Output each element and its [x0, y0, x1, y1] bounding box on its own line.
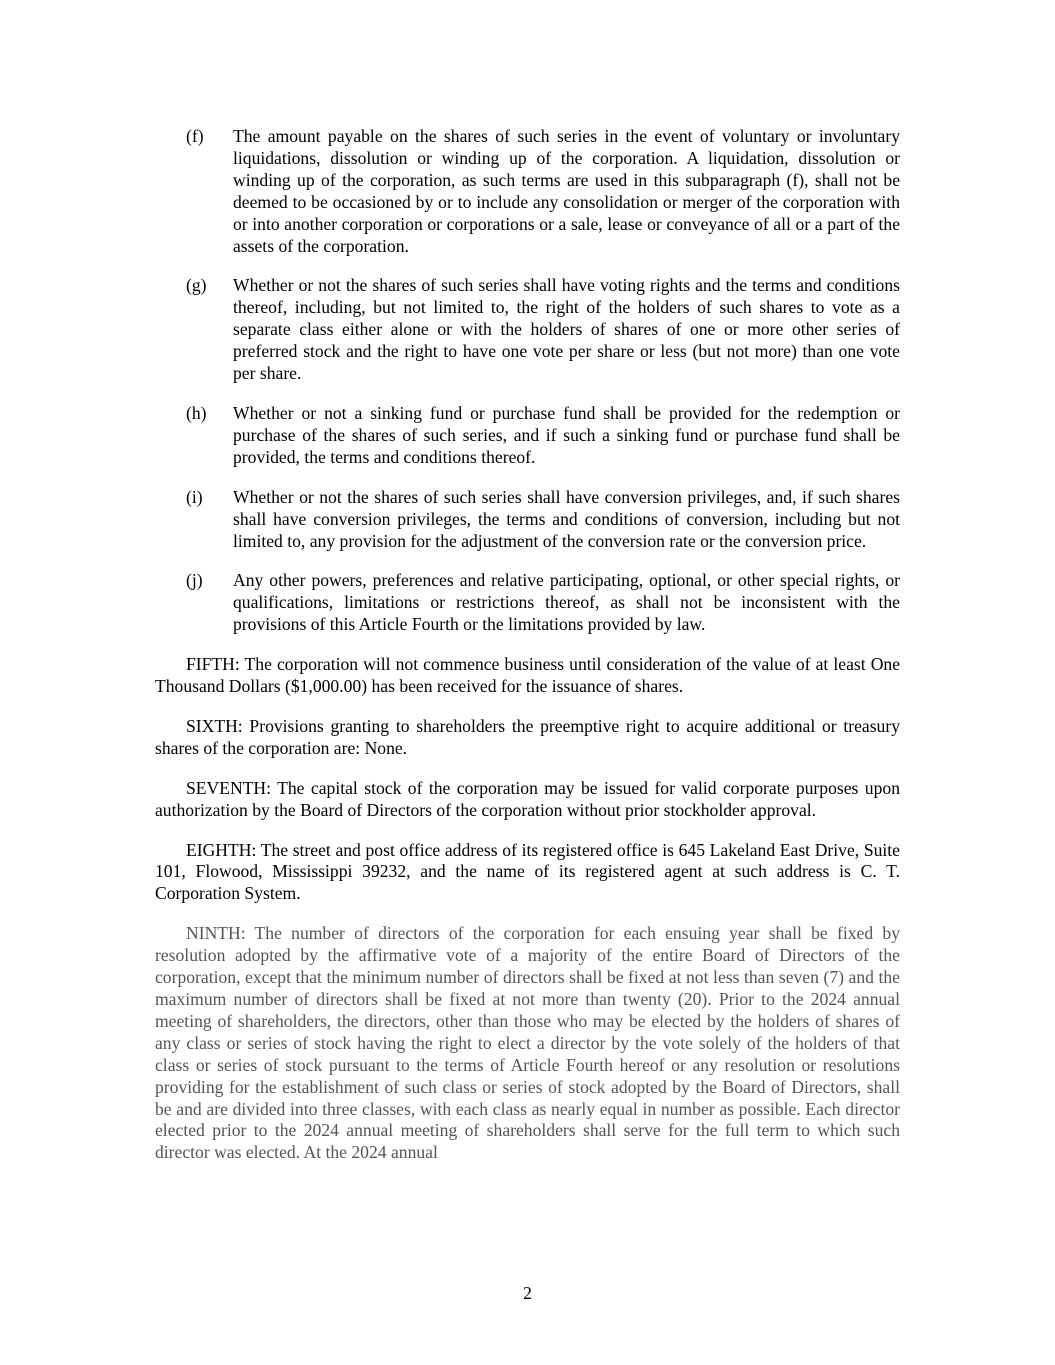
list-marker: (h) — [186, 402, 207, 423]
list-item-j — [186, 570, 900, 636]
list-marker: (f) — [186, 126, 204, 146]
article-ninth: NINTH: The number of directors of the corporation for each ensuing year shall be fixed by resolution adopted by the affirmative vote of a majority of the entire Board of Directors of the corporation, except that the minimum number of directors shall be fixed at not less than seven (7) and the maximum number of directors shall be fixed at not more than twenty (20). Prior to the 2024 annual meeting of shareholders, the directors, other than those who may be elected by the holders of shares of any class or series of stock having the right to elect a director by the vote solely of the holders of that class or series of stock pursuant to the terms of Article Fourth hereof or any resolution or resolutions providing for the establishment of such class or series of stock adopted by the Board of Directors, shall be and are divided into three classes, with each class as nearly equal in number as possible. Each director elected prior to the 2024 annual meeting of shareholders shall serve for the full term to which such director was elected. At the 2024 annual — [155, 923, 900, 1163]
article-sixth: SIXTH: Provisions granting to shareholders the preemptive right to acquire additional or treasury shares of the corporation are: None. — [155, 715, 900, 758]
list-marker: (j) — [186, 570, 203, 591]
article-fifth: FIFTH: The corporation will not commence business until consideration of the value of at least One Thousand Dollars ($1,000.00) has been received for the issuance of shares. — [155, 654, 900, 697]
list-item-text: Any other powers, preferences and relative participating, optional, or other special rights, or qualifications, limitations or restrictions thereof, as shall not be inconsistent with the provisions of this Article Fourth or the limitations provided by law. — [233, 570, 900, 635]
list-item-text: Whether or not the shares of such series shall have voting rights and the terms and conditions thereof, including, but not limited to, the right of the holders of such shares to vote as a separate class either alone or with the holders of shares of one or more other series of preferred stock and the right to have one vote per share or less (but not more) than one vote per share. — [233, 275, 900, 384]
list-item-i — [186, 487, 900, 553]
list-marker: (i) — [186, 486, 203, 507]
article-eighth: EIGHTH: The street and post office address of its registered office is 645 Lakeland East Drive, Suite 101, Flowood, Mississippi 39232, and the name of its registered agent at such address is C. T. Corporation System. — [155, 839, 900, 904]
list-item-h — [186, 403, 900, 469]
document-page — [155, 126, 900, 1182]
list-item-text: The amount payable on the shares of such series in the event of voluntary or involuntary liquidations, dissolution or winding up of the corporation. A liquidation, dissolution or winding up of the corporation, as such terms are used in this subparagraph (f), shall not be deemed to be occasioned by or to include any consolidation or merger of the corporation with or into another corporation or corporations or a sale, lease or conveyance of all or a part of the assets of the corporation. — [233, 126, 900, 256]
list-item-text: Whether or not a sinking fund or purchase fund shall be provided for the redemption or purchase of the shares of such series, and if such a sinking fund or purchase fund shall be provided, the terms and conditions thereof. — [233, 402, 900, 467]
article-seventh: SEVENTH: The capital stock of the corporation may be issued for valid corporate purposes upon authorization by the Board of Directors of the corporation without prior stockholder approval. — [155, 777, 900, 820]
list-item-f — [186, 126, 900, 257]
list-marker: (g) — [186, 275, 207, 296]
page-number: 2 — [523, 1283, 532, 1303]
list-item-g — [186, 275, 900, 385]
list-item-text: Whether or not the shares of such series shall have conversion privileges, and, if such shares shall have conversion privileges, the terms and conditions of conversion, including but not limited to, any provision for the adjustment of the conversion rate or the conversion price. — [233, 486, 900, 551]
